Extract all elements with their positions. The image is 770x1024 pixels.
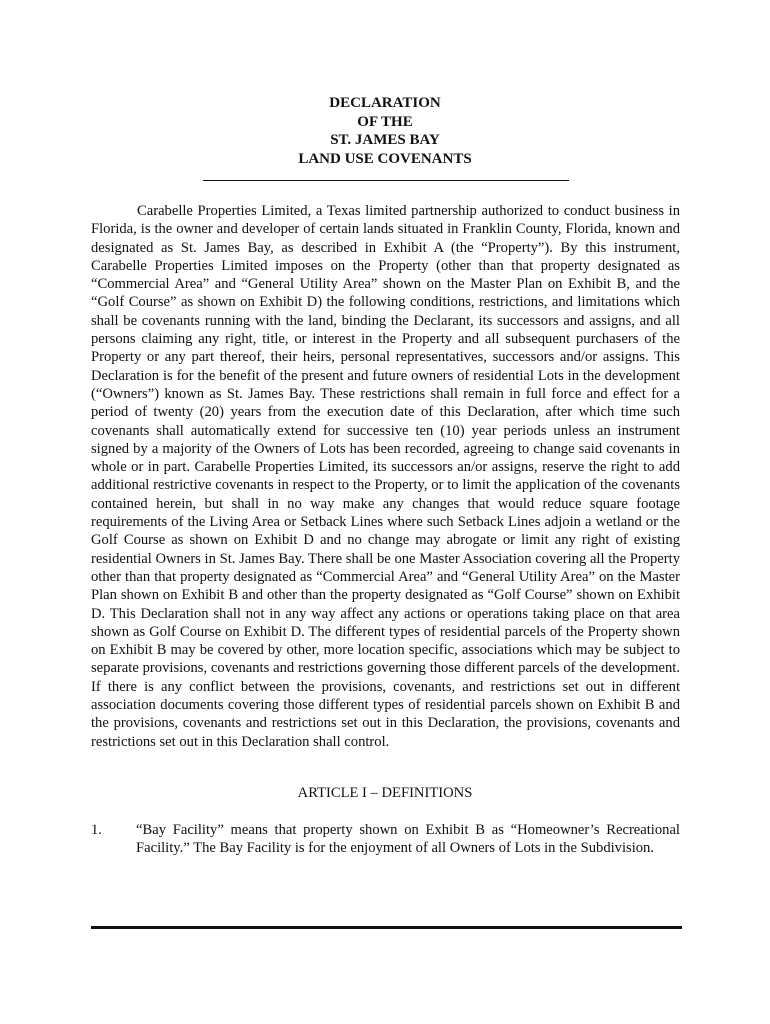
definition-number: 1. [91,822,102,838]
definition-item [91,821,680,858]
footer-divider [91,926,682,929]
title-line-1: DECLARATION [329,95,441,111]
preamble-paragraph: Carabelle Properties Limited, a Texas limited partnership authorized to conduct business in Florida, is the owner and developer of certain lands situated in Franklin County, Florida, known and designated as St. James Bay, as described in Exhibit A (the “Property”). By this instrument, Carabelle Properties Limited imposes on the Property (other than that property designated as “Commercial Area” and “General Utility Area” shown on the Master Plan on Exhibit B, and the “Golf Course” as shown on Exhibit D) the following conditions, restrictions, and limitations which shall be covenants running with the land, binding the Declarant, its successors and assigns, and all persons claiming any right, title, or interest in the Property and all subsequent purchasers of the Property or any part thereof, their heirs, personal representatives, successors and/or assigns. This Declaration is for the benefit of the present and future owners of residential Lots in the development (“Owners”) known as St. James Bay. These restrictions shall remain in full force and effect for a period of twenty (20) years from the execution date of this Declaration, after which time such covenants shall automatically extend for successive ten (10) year periods unless an instrument signed by a majority of the Owners of Lots has been recorded, agreeing to change said covenants in whole or in part. Carabelle Properties Limited, its successors an/or assigns, reserve the right to add additional restrictive covenants in respect to the Property, or to limit the application of the covenants contained herein, but shall in no way make any changes that would reduce square footage requirements of the Living Area or Setback Lines where such Setback Lines adjoin a wetland or the Golf Course as shown on Exhibit D and no change may abrogate or limit any right of existing residential Owners in St. James Bay. There shall be one Master Association covering all the Property other than that property designated as “Commercial Area” and “General Utility Area” on the Master Plan shown on Exhibit B and other than the property designated as “Golf Course” shown on Exhibit D. This Declaration shall not in any way affect any actions or operations taking place on that area shown as Golf Course on Exhibit D. The different types of residential parcels of the Property shown on Exhibit B may be covered by other, more location specific, associations which may be subject to separate provisions, covenants and restrictions governing those different parcels of the development. If there is any conflict between the provisions, covenants, and restrictions set out in different association documents covering those different types of residential parcels shown on Exhibit B and the provisions, covenants and restrictions set out in this Declaration, the provisions, covenants and restrictions set out in this Declaration shall control. [91,203,680,750]
document-title [0,94,770,168]
definition-text: “Bay Facility” means that property shown on Exhibit B as “Homeowner’s Recreational Facility.” The Bay Facility is for the enjoyment of all Owners of Lots in the Subdivision. [136,822,680,857]
title-divider [203,180,569,181]
title-line-2: OF THE [357,113,413,130]
article-heading: ARTICLE I – DEFINITIONS [297,785,473,801]
title-line-3: ST. JAMES BAY [330,132,440,148]
title-line-4: LAND USE COVENANTS [298,150,472,167]
